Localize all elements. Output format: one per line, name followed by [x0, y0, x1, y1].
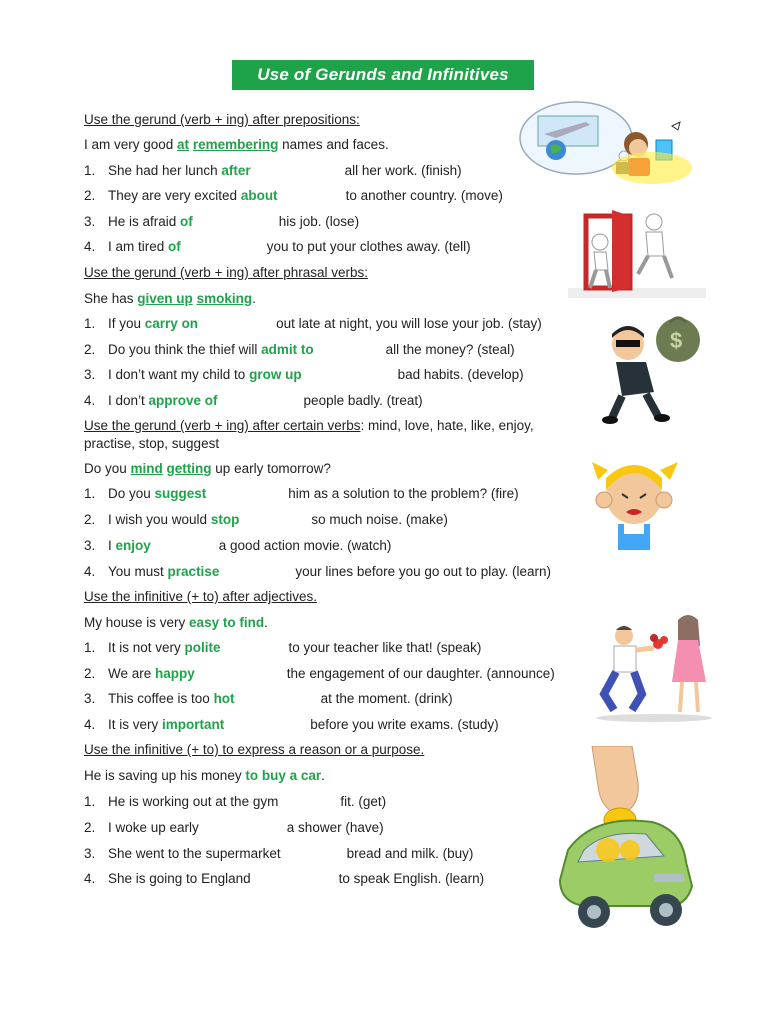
exercise-item: 2. We are happy the engagement of our daughter. (announce) — [84, 666, 555, 681]
example-sentence: Do you mind getting up early tomorrow? — [84, 461, 331, 476]
section-heading-purpose: Use the infinitive (+ to) to express a reason or a purpose. — [84, 742, 425, 757]
section-heading-continued: practise, stop, suggest — [84, 436, 220, 451]
exercise-item: 1. If you carry on out late at night, you will lose your job. (stay) — [84, 316, 542, 331]
girl-covering-ears-illustration — [582, 460, 688, 552]
example-sentence: He is saving up his money to buy a car. — [84, 768, 325, 783]
example-sentence: I am very good at remembering names and faces. — [84, 137, 389, 152]
exercise-item: 2. They are very excited about to another country. (move) — [84, 188, 503, 203]
exercise-item: 3. She went to the supermarket bread and milk. (buy) — [84, 846, 474, 861]
exercise-item: 3. I don’t want my child to grow up bad habits. (develop) — [84, 367, 524, 382]
travel-dream-illustration — [516, 98, 694, 186]
proposal-illustration — [592, 610, 716, 722]
exercise-item: 2. I woke up early a shower (have) — [84, 820, 384, 835]
piggy-bank-car-illustration — [554, 746, 696, 934]
exercise-item: 2. I wish you would stop so much noise. (make) — [84, 512, 448, 527]
section-heading-certain-verbs: Use the gerund (verb + ing) after certain verbs: mind, love, hate, like, enjoy, — [84, 418, 534, 433]
exercise-item: 4. It is very important before you write exams. (study) — [84, 717, 499, 732]
exercise-item: 1. It is not very polite to your teacher like that! (speak) — [84, 640, 482, 655]
section-heading-prepositions: Use the gerund (verb + ing) after prepositions: — [84, 112, 360, 127]
exercise-item: 3. I enjoy a good action movie. (watch) — [84, 538, 392, 553]
exercise-item: 4. I don’t approve of people badly. (treat) — [84, 393, 423, 408]
exercise-item: 2. Do you think the thief will admit to all the money? (steal) — [84, 342, 515, 357]
section-heading-phrasal-verbs: Use the gerund (verb + ing) after phrasal verbs: — [84, 265, 369, 280]
exercise-item: 1. He is working out at the gym fit. (get) — [84, 794, 387, 809]
exercise-item: 4. You must practise your lines before you go out to play. (learn) — [84, 564, 551, 579]
exercise-item: 3. He is afraid of his job. (lose) — [84, 214, 360, 229]
exercise-item: 4. I am tired of you to put your clothes away. (tell) — [84, 239, 471, 254]
example-sentence: My house is very easy to find. — [84, 615, 268, 630]
section-heading-adjectives: Use the infinitive (+ to) after adjectives. — [84, 589, 317, 604]
exercise-item: 4. She is going to England to speak English. (learn) — [84, 871, 485, 886]
exercise-item: 1. Do you suggest him as a solution to the problem? (fire) — [84, 486, 519, 501]
thief-illustration — [598, 314, 708, 426]
svg-text:$: $ — [670, 328, 683, 353]
example-sentence: She has given up smoking. — [84, 291, 256, 306]
exercise-item: 1. She had her lunch after all her work. (finish) — [84, 163, 462, 178]
worksheet-title: Use of Gerunds and Infinitives — [232, 60, 534, 90]
door-escape-illustration — [568, 208, 706, 298]
exercise-item: 3. This coffee is too hot at the moment. (drink) — [84, 691, 453, 706]
